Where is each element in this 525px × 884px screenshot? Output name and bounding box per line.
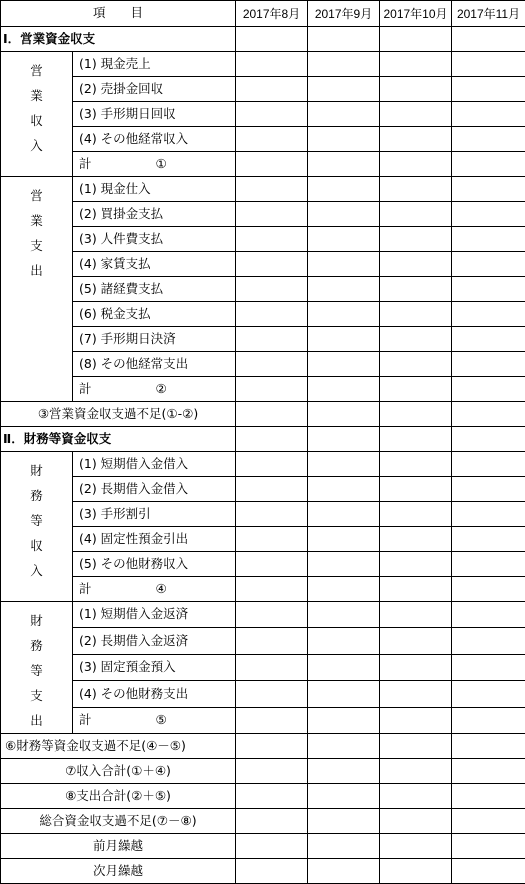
input-cell[interactable] [236, 302, 308, 327]
input-cell[interactable] [380, 784, 452, 809]
balance-label: ③営業資金収支過不足(①-②) [1, 402, 236, 427]
section-title: Ⅱ．財務等資金収支 [1, 427, 236, 452]
subtotal-row [1, 377, 525, 402]
input-cell[interactable] [236, 707, 308, 733]
group-label-char: 財 [1, 458, 72, 483]
item-label: (1) 現金仕入 [73, 177, 236, 202]
group-label-char: 営 [1, 58, 72, 83]
item-label: (6) 税金支払 [73, 302, 236, 327]
input-cell[interactable] [380, 834, 452, 859]
table-row [1, 502, 525, 527]
input-cell[interactable] [452, 452, 525, 477]
month-header: 2017年11月 [452, 1, 525, 27]
item-label: (1) 現金売上 [73, 52, 236, 77]
input-cell[interactable] [308, 784, 380, 809]
input-cell[interactable] [308, 477, 380, 502]
input-cell[interactable] [452, 177, 525, 202]
group-label-char: 出 [1, 258, 72, 283]
input-cell[interactable] [236, 477, 308, 502]
input-cell[interactable] [380, 302, 452, 327]
input-cell[interactable] [380, 681, 452, 707]
input-cell[interactable] [236, 352, 308, 377]
input-cell[interactable] [236, 127, 308, 152]
input-cell[interactable] [452, 834, 525, 859]
input-cell[interactable] [380, 502, 452, 527]
table-row [1, 681, 525, 707]
input-cell[interactable] [308, 102, 380, 127]
group-label [1, 602, 73, 734]
input-cell[interactable] [308, 277, 380, 302]
input-cell[interactable] [236, 102, 308, 127]
input-cell[interactable] [452, 377, 525, 402]
table-row [1, 352, 525, 377]
input-cell[interactable] [380, 202, 452, 227]
input-cell[interactable] [380, 352, 452, 377]
table-row [1, 77, 525, 102]
input-cell[interactable] [452, 27, 525, 52]
input-cell[interactable] [380, 552, 452, 577]
input-cell[interactable] [236, 809, 308, 834]
input-cell[interactable] [452, 252, 525, 277]
input-cell[interactable] [236, 681, 308, 707]
subtotal-number: ① [156, 158, 167, 171]
input-cell[interactable] [380, 707, 452, 733]
input-cell[interactable] [236, 784, 308, 809]
input-cell[interactable] [308, 809, 380, 834]
item-label: (4) その他経常収入 [73, 127, 236, 152]
input-cell[interactable] [236, 734, 308, 759]
input-cell[interactable] [308, 734, 380, 759]
input-cell[interactable] [380, 277, 452, 302]
subtotal-row [1, 577, 525, 602]
input-cell[interactable] [308, 377, 380, 402]
input-cell[interactable] [380, 809, 452, 834]
group-label-char: 務 [1, 633, 72, 658]
input-cell[interactable] [236, 427, 308, 452]
item-label: (4) 固定性預金引出 [73, 527, 236, 552]
group-label [1, 452, 73, 602]
input-cell[interactable] [236, 759, 308, 784]
input-cell[interactable] [452, 809, 525, 834]
group-label [1, 52, 73, 177]
input-cell[interactable] [308, 452, 380, 477]
prev-carry-label: 前月繰越 [1, 834, 236, 859]
input-cell[interactable] [308, 227, 380, 252]
input-cell[interactable] [308, 177, 380, 202]
table-row [1, 327, 525, 352]
group-label-char: 業 [1, 83, 72, 108]
input-cell[interactable] [380, 452, 452, 477]
subtotal-text: 計 [79, 156, 92, 171]
group-label-char: 入 [1, 558, 72, 583]
input-cell[interactable] [452, 52, 525, 77]
subtotal-label [73, 152, 236, 177]
table-row [1, 628, 525, 654]
input-cell[interactable] [308, 759, 380, 784]
total-row [1, 759, 525, 784]
input-cell[interactable] [308, 152, 380, 177]
input-cell[interactable] [452, 527, 525, 552]
input-cell[interactable] [452, 654, 525, 680]
subtotal-number: ⑤ [156, 714, 167, 727]
input-cell[interactable] [236, 252, 308, 277]
input-cell[interactable] [380, 427, 452, 452]
subtotal-label [73, 577, 236, 602]
input-cell[interactable] [452, 681, 525, 707]
table-row [1, 477, 525, 502]
input-cell[interactable] [380, 759, 452, 784]
group-label-char: 営 [1, 183, 72, 208]
input-cell[interactable] [236, 177, 308, 202]
table-row [1, 527, 525, 552]
subtotal-text: 計 [79, 712, 92, 727]
input-cell[interactable] [380, 127, 452, 152]
input-cell[interactable] [452, 552, 525, 577]
overall-balance-label: 総合資金収支過不足(⑦－⑧) [1, 809, 236, 834]
input-cell[interactable] [308, 302, 380, 327]
input-cell[interactable] [236, 77, 308, 102]
input-cell[interactable] [452, 302, 525, 327]
input-cell[interactable] [380, 377, 452, 402]
subtotal-label [73, 707, 236, 733]
input-cell[interactable] [236, 277, 308, 302]
expense-total-label: ⑧支出合計(②＋⑤) [1, 784, 236, 809]
section-title-row [1, 27, 525, 52]
group-label-char: 収 [1, 533, 72, 558]
subtotal-text: 計 [79, 381, 92, 396]
input-cell[interactable] [236, 27, 308, 52]
input-cell[interactable] [308, 352, 380, 377]
item-label: (2) 長期借入金借入 [73, 477, 236, 502]
item-label: (4) その他財務支出 [73, 681, 236, 707]
input-cell[interactable] [236, 577, 308, 602]
input-cell[interactable] [452, 502, 525, 527]
input-cell[interactable] [308, 502, 380, 527]
input-cell[interactable] [452, 227, 525, 252]
input-cell[interactable] [308, 577, 380, 602]
input-cell[interactable] [452, 352, 525, 377]
input-cell[interactable] [308, 707, 380, 733]
group-label-char: 業 [1, 208, 72, 233]
input-cell[interactable] [452, 734, 525, 759]
balance-row [1, 734, 525, 759]
table-row [1, 452, 525, 477]
group-label-char: 支 [1, 233, 72, 258]
input-cell[interactable] [308, 552, 380, 577]
input-cell[interactable] [452, 602, 525, 628]
section-title-row [1, 427, 525, 452]
table-row [1, 127, 525, 152]
header-row [1, 1, 525, 27]
input-cell[interactable] [308, 127, 380, 152]
item-label: (1) 短期借入金返済 [73, 602, 236, 628]
input-cell[interactable] [452, 127, 525, 152]
table-row [1, 302, 525, 327]
table-row [1, 227, 525, 252]
input-cell[interactable] [308, 654, 380, 680]
table-row [1, 654, 525, 680]
group-label-char: 出 [1, 708, 72, 733]
total-row [1, 859, 525, 884]
item-label: (2) 売掛金回収 [73, 77, 236, 102]
input-cell[interactable] [236, 654, 308, 680]
input-cell[interactable] [452, 202, 525, 227]
input-cell[interactable] [452, 628, 525, 654]
month-header: 2017年9月 [308, 1, 380, 27]
input-cell[interactable] [380, 527, 452, 552]
input-cell[interactable] [380, 628, 452, 654]
input-cell[interactable] [452, 707, 525, 733]
input-cell[interactable] [236, 377, 308, 402]
input-cell[interactable] [380, 859, 452, 884]
balance-label: ⑥財務等資金収支過不足(④－⑤) [1, 734, 236, 759]
group-label-char: 等 [1, 508, 72, 533]
item-label: (4) 家賃支払 [73, 252, 236, 277]
input-cell[interactable] [236, 527, 308, 552]
total-row [1, 834, 525, 859]
item-label: (2) 長期借入金返済 [73, 628, 236, 654]
subtotal-number: ④ [156, 583, 167, 596]
group-label-char: 支 [1, 683, 72, 708]
item-label: (1) 短期借入金借入 [73, 452, 236, 477]
item-label: (3) 手形期日回収 [73, 102, 236, 127]
input-cell[interactable] [380, 152, 452, 177]
input-cell[interactable] [308, 427, 380, 452]
input-cell[interactable] [308, 27, 380, 52]
input-cell[interactable] [452, 102, 525, 127]
input-cell[interactable] [236, 552, 308, 577]
input-cell[interactable] [452, 759, 525, 784]
input-cell[interactable] [380, 27, 452, 52]
input-cell[interactable] [308, 202, 380, 227]
item-label: (3) 手形割引 [73, 502, 236, 527]
subtotal-label [73, 377, 236, 402]
item-label: (5) 諸経費支払 [73, 277, 236, 302]
input-cell[interactable] [308, 681, 380, 707]
input-cell[interactable] [308, 859, 380, 884]
group-label-char: 財 [1, 608, 72, 633]
input-cell[interactable] [380, 402, 452, 427]
item-label: (2) 買掛金支払 [73, 202, 236, 227]
input-cell[interactable] [236, 202, 308, 227]
table-row [1, 277, 525, 302]
item-label: (8) その他経常支出 [73, 352, 236, 377]
input-cell[interactable] [236, 628, 308, 654]
input-cell[interactable] [308, 602, 380, 628]
input-cell[interactable] [380, 602, 452, 628]
group-label-char: 収 [1, 108, 72, 133]
input-cell[interactable] [380, 227, 452, 252]
section-title: Ⅰ．営業資金収支 [1, 27, 236, 52]
input-cell[interactable] [308, 402, 380, 427]
input-cell[interactable] [380, 654, 452, 680]
table-row [1, 177, 525, 202]
item-label: (7) 手形期日決済 [73, 327, 236, 352]
month-header: 2017年10月 [380, 1, 452, 27]
total-row [1, 809, 525, 834]
input-cell[interactable] [380, 734, 452, 759]
table-row [1, 202, 525, 227]
table-row [1, 252, 525, 277]
input-cell[interactable] [236, 834, 308, 859]
input-cell[interactable] [452, 152, 525, 177]
subtotal-row [1, 152, 525, 177]
input-cell[interactable] [452, 477, 525, 502]
table-row [1, 552, 525, 577]
input-cell[interactable] [236, 602, 308, 628]
total-row [1, 784, 525, 809]
input-cell[interactable] [380, 102, 452, 127]
balance-row [1, 402, 525, 427]
input-cell[interactable] [380, 77, 452, 102]
input-cell[interactable] [452, 859, 525, 884]
input-cell[interactable] [380, 252, 452, 277]
input-cell[interactable] [380, 477, 452, 502]
input-cell[interactable] [452, 277, 525, 302]
input-cell[interactable] [308, 327, 380, 352]
input-cell[interactable] [236, 52, 308, 77]
input-cell[interactable] [380, 52, 452, 77]
item-header: 項 目 [1, 1, 236, 27]
input-cell[interactable] [236, 152, 308, 177]
input-cell[interactable] [236, 227, 308, 252]
table-row [1, 102, 525, 127]
subtotal-number: ② [156, 383, 167, 396]
input-cell[interactable] [452, 427, 525, 452]
input-cell[interactable] [452, 77, 525, 102]
input-cell[interactable] [236, 402, 308, 427]
input-cell[interactable] [308, 52, 380, 77]
input-cell[interactable] [308, 77, 380, 102]
table-row [1, 602, 525, 628]
subtotal-text: 計 [79, 581, 92, 596]
month-header: 2017年8月 [236, 1, 308, 27]
input-cell[interactable] [236, 452, 308, 477]
item-label: (5) その他財務収入 [73, 552, 236, 577]
input-cell[interactable] [452, 327, 525, 352]
item-label: (3) 固定預金預入 [73, 654, 236, 680]
input-cell[interactable] [380, 577, 452, 602]
input-cell[interactable] [452, 784, 525, 809]
input-cell[interactable] [236, 327, 308, 352]
income-total-label: ⑦収入合計(①＋④) [1, 759, 236, 784]
input-cell[interactable] [380, 177, 452, 202]
input-cell[interactable] [380, 327, 452, 352]
input-cell[interactable] [308, 527, 380, 552]
input-cell[interactable] [308, 834, 380, 859]
table-row [1, 52, 525, 77]
group-label-char: 務 [1, 483, 72, 508]
input-cell[interactable] [308, 252, 380, 277]
input-cell[interactable] [452, 577, 525, 602]
group-label-char: 等 [1, 658, 72, 683]
input-cell[interactable] [308, 628, 380, 654]
subtotal-row [1, 707, 525, 733]
input-cell[interactable] [452, 402, 525, 427]
group-label-char: 入 [1, 133, 72, 158]
input-cell[interactable] [236, 502, 308, 527]
group-label [1, 177, 73, 402]
input-cell[interactable] [236, 859, 308, 884]
next-carry-label: 次月繰越 [1, 859, 236, 884]
item-label: (3) 人件費支払 [73, 227, 236, 252]
